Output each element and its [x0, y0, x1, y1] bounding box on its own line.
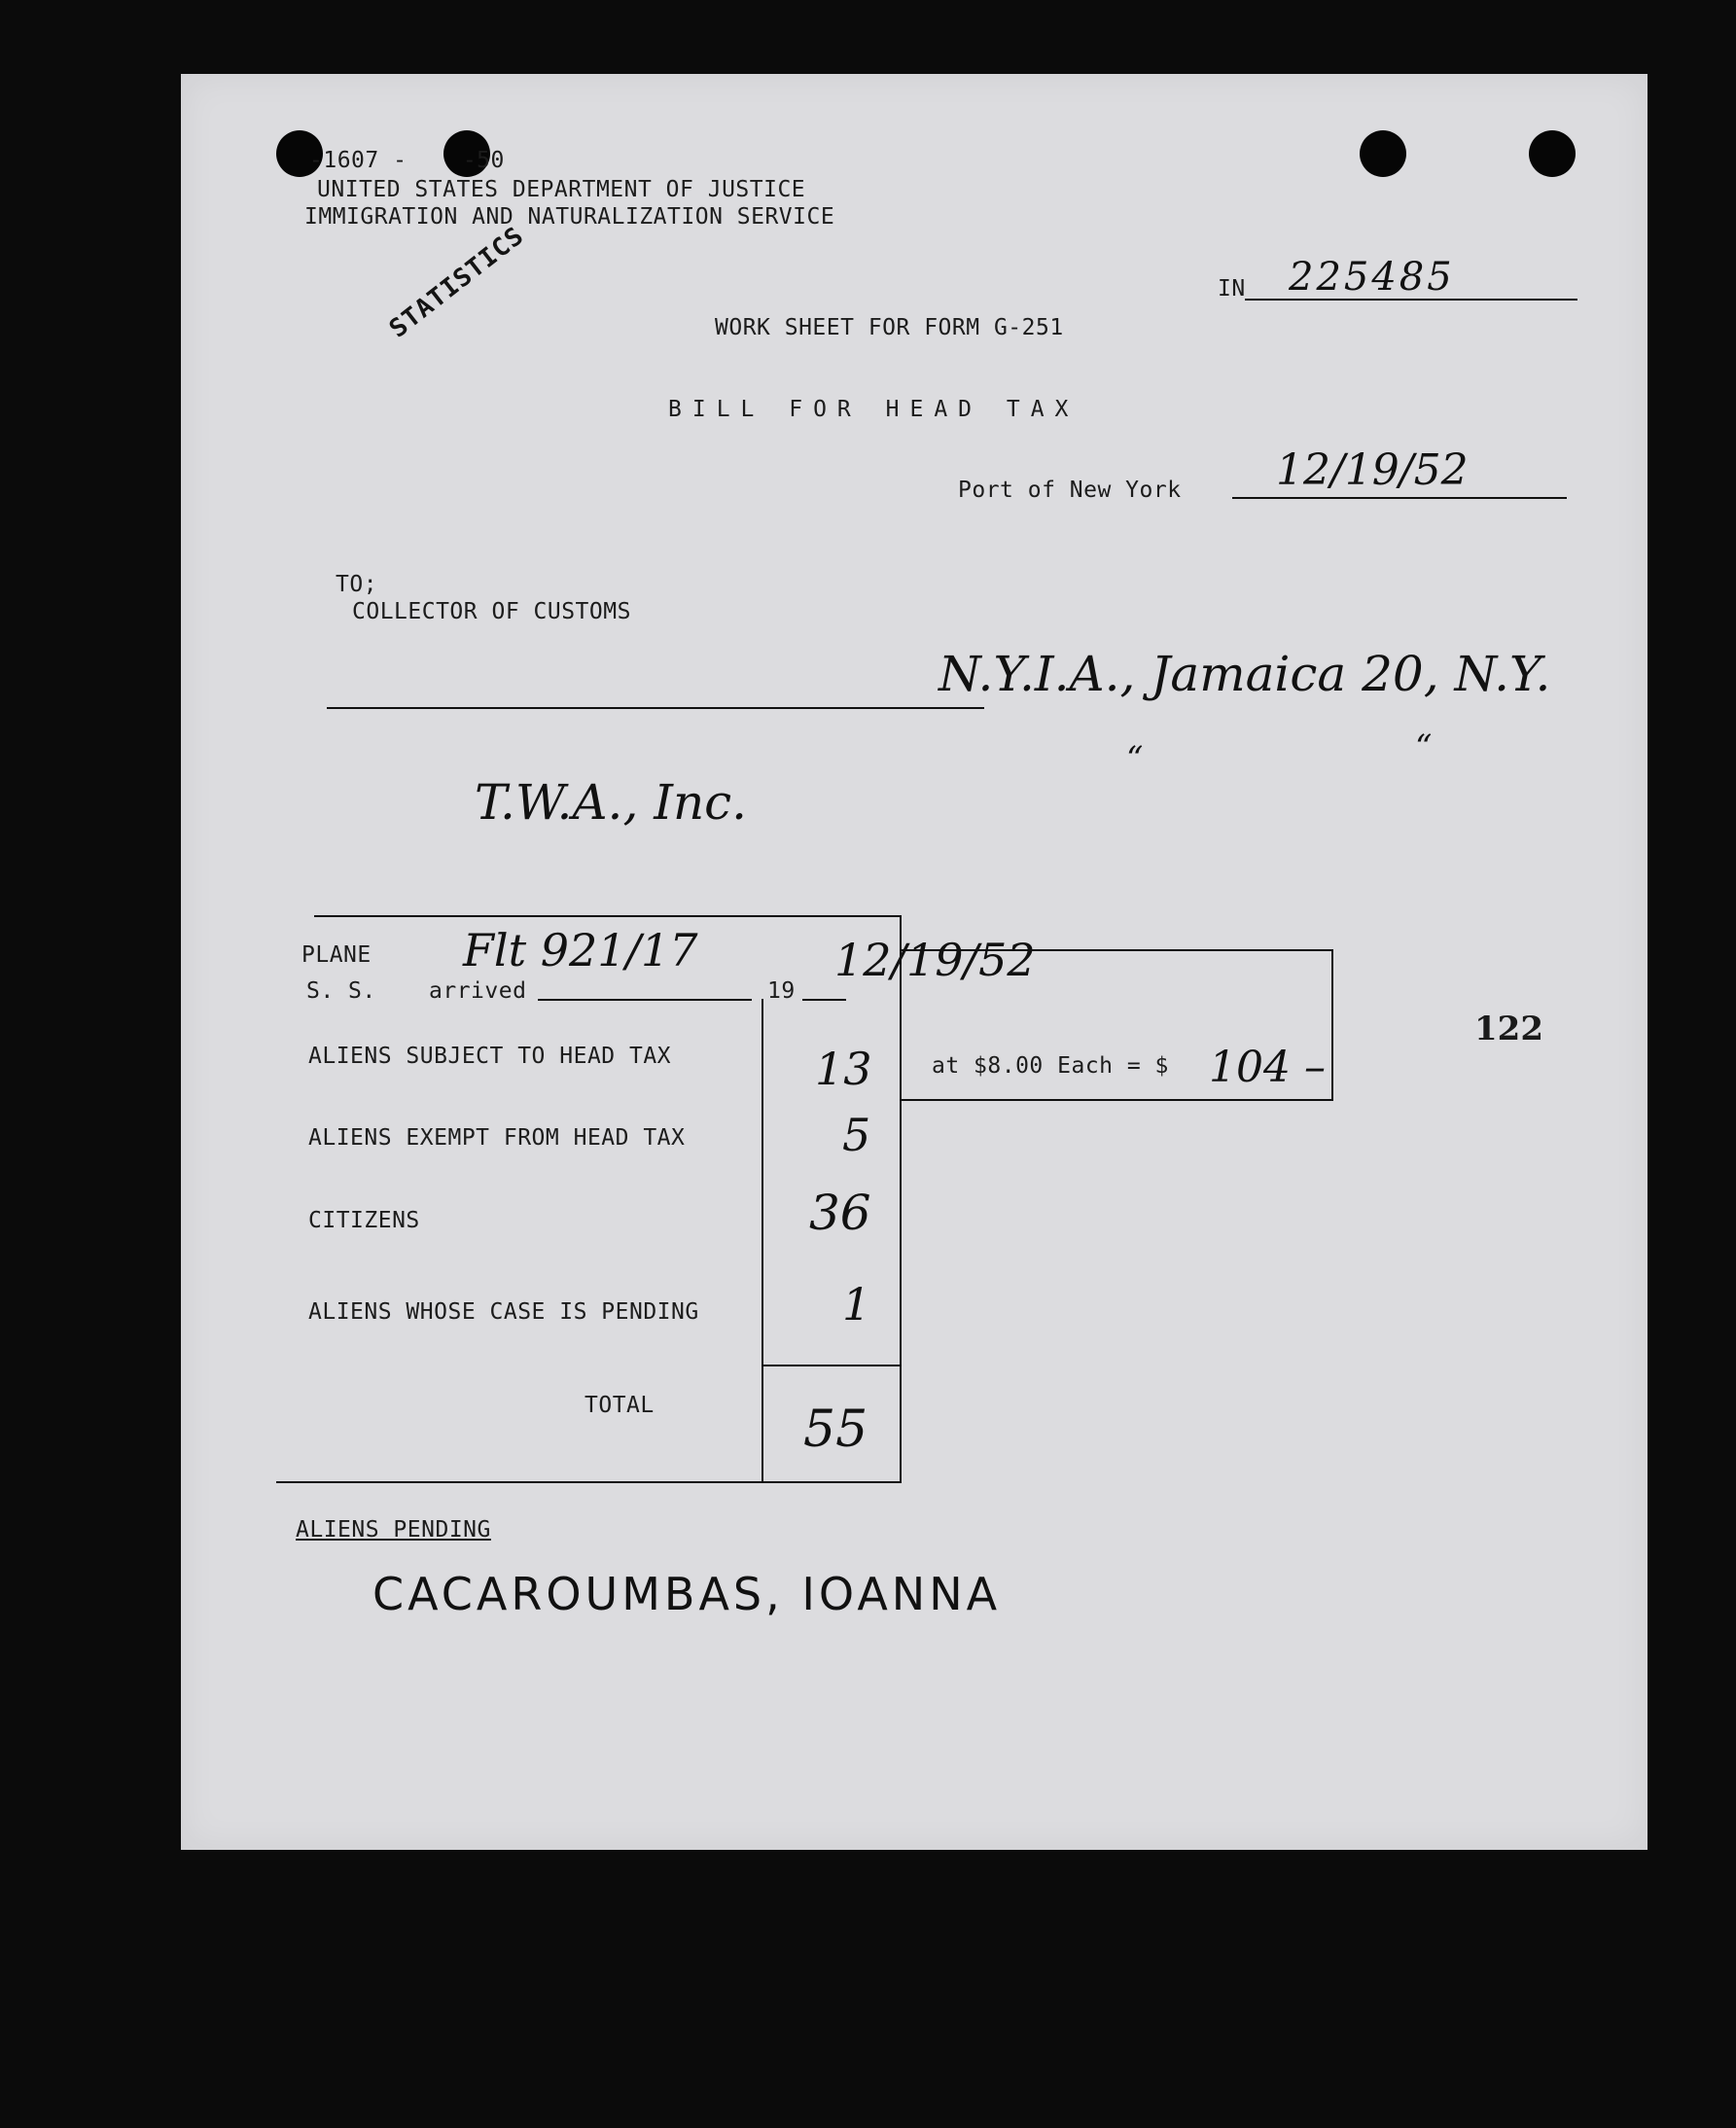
- plane-label: PLANE: [301, 942, 372, 968]
- tax-box-bottom-line: [900, 1099, 1333, 1101]
- table-total-line: [762, 1365, 902, 1366]
- pending-alien-name: CACAROUMBAS, IOANNA: [372, 1568, 1002, 1620]
- form-title: WORK SHEET FOR FORM G-251: [715, 315, 1064, 340]
- subject-to-tax-value: 13: [815, 1043, 872, 1095]
- ditto-mark-1: “: [1126, 739, 1144, 778]
- tax-amount: 104 –: [1209, 1043, 1326, 1092]
- table-bottom-line: [276, 1481, 902, 1483]
- citizens-label: CITIZENS: [308, 1208, 420, 1233]
- punch-hole-right-1: [1360, 130, 1406, 177]
- total-label: TOTAL: [585, 1393, 655, 1418]
- address-line: [327, 707, 984, 709]
- subject-to-tax-label: ALIENS SUBJECT TO HEAD TAX: [308, 1044, 672, 1069]
- margin-number: 122: [1474, 1010, 1543, 1048]
- handwritten-address: N.Y.I.A., Jamaica 20, N.Y.: [939, 646, 1551, 702]
- arrival-date: 12/19/52: [834, 934, 1036, 986]
- statistics-stamp: STATISTICS: [384, 221, 530, 344]
- ditto-mark-2: “: [1415, 727, 1433, 766]
- to-label: TO;: [336, 572, 378, 597]
- service-name: IMMIGRATION AND NATURALIZATION SERVICE: [304, 204, 835, 230]
- tax-box-right-border: [1331, 949, 1333, 1101]
- flight-number: Flt 921/17: [463, 924, 698, 976]
- file-number: -1607 - -50: [309, 148, 505, 173]
- arrived-label: arrived: [429, 978, 527, 1004]
- carrier-name: T.W.A., Inc.: [475, 774, 748, 831]
- department-name: UNITED STATES DEPARTMENT OF JUSTICE: [317, 177, 806, 202]
- total-value: 55: [803, 1401, 868, 1459]
- punch-hole-right-2: [1529, 130, 1576, 177]
- arrived-line: [538, 999, 752, 1001]
- year-prefix: 19: [767, 978, 796, 1004]
- year-line: [802, 999, 846, 1001]
- tax-rate-text: at $8.00 Each = $: [932, 1053, 1169, 1079]
- aliens-pending-label: ALIENS PENDING: [296, 1517, 491, 1543]
- recipient-name: COLLECTOR OF CUSTOMS: [352, 599, 631, 624]
- exempt-from-tax-label: ALIENS EXEMPT FROM HEAD TAX: [308, 1125, 686, 1151]
- port-date-line: [1232, 497, 1567, 499]
- in-label: IN: [1218, 276, 1246, 301]
- exempt-from-tax-value: 5: [842, 1109, 871, 1161]
- pending-case-label: ALIENS WHOSE CASE IS PENDING: [308, 1299, 699, 1325]
- port-date: 12/19/52: [1276, 445, 1469, 495]
- ss-label: S. S.: [306, 978, 376, 1004]
- table-top-line: [314, 915, 902, 917]
- citizens-value: 36: [809, 1185, 871, 1241]
- table-values-right-border: [900, 915, 902, 1483]
- in-number-value: 225485: [1289, 255, 1455, 300]
- bill-title: BILL FOR HEAD TAX: [668, 397, 1080, 422]
- in-number-line: [1245, 299, 1577, 301]
- port-label: Port of New York: [958, 478, 1182, 503]
- table-values-left-border: [762, 999, 763, 1483]
- pending-case-value: 1: [842, 1278, 871, 1330]
